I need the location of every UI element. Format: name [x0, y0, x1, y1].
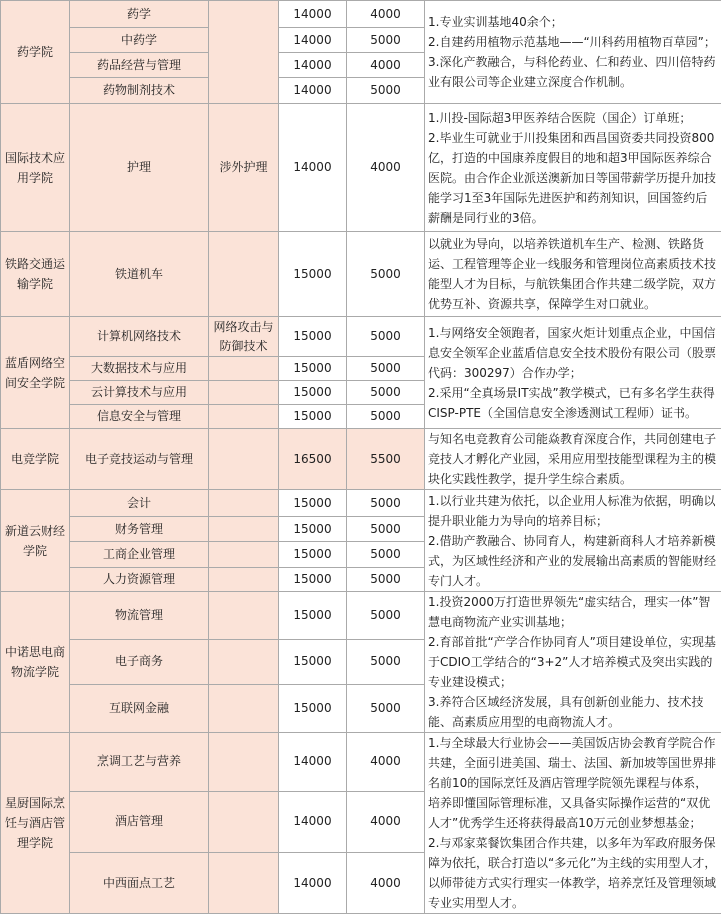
- tuition-cell: 15000: [279, 357, 347, 381]
- major-cell: 财务管理: [70, 517, 209, 542]
- college-cell: 铁路交通运输学院: [1, 232, 70, 317]
- tuition-cell: 15000: [279, 592, 347, 640]
- lodging-cell: 5000: [347, 232, 425, 317]
- major-cell: 中药学: [70, 28, 209, 53]
- tuition-cell: 14000: [279, 28, 347, 53]
- lodging-cell: 5000: [347, 568, 425, 592]
- lodging-cell: 5000: [347, 685, 425, 733]
- tuition-cell: 15000: [279, 542, 347, 568]
- tuition-cell: 15000: [279, 381, 347, 405]
- table-row: [1, 490, 721, 517]
- table-row: [1, 317, 721, 357]
- major-cell: 工商企业管理: [70, 542, 209, 568]
- direction-cell: [209, 357, 279, 381]
- description-cell: 1.与全球最大行业协会——美国饭店协会教育学院合作共建，全面引进美国、瑞士、法国、新加坡等国世界排名前10的国际烹饪及酒店管理学院领先课程与体系，培养即懂国际管理标准，又具备实际操作运营的“双优人才”优秀学生还将获得最高10万元创业梦想基金； 2.与邓家菜餐饮集团合作共建，以多年为军政府服务保障为依托，联合打造以“多元化”为主线的实用型人才，以师带徒方式实行理实一体教学，培养烹饪及管理领域专业实用型人才。: [425, 733, 721, 914]
- major-cell: 互联网金融: [70, 685, 209, 733]
- major-cell: 药物制剂技术: [70, 78, 209, 104]
- lodging-cell: 5000: [347, 490, 425, 517]
- table-row: [1, 592, 721, 640]
- college-cell: 中诺思电商物流学院: [1, 592, 70, 733]
- lodging-cell: 5000: [347, 317, 425, 357]
- tuition-cell: 14000: [279, 733, 347, 792]
- table-row: [1, 1, 721, 28]
- tuition-cell: 14000: [279, 853, 347, 914]
- major-cell: 云计算技术与应用: [70, 381, 209, 405]
- major-cell: 电子商务: [70, 639, 209, 685]
- table-row: [1, 104, 721, 232]
- lodging-cell: 5000: [347, 517, 425, 542]
- college-cell: 星厨国际烹饪与酒店管理学院: [1, 733, 70, 914]
- direction-cell: 涉外护理: [209, 104, 279, 232]
- description-cell: 1.川投-国际超3甲医养结合医院（国企）订单班； 2.毕业生可就业于川投集团和西昌国资委共同投资800亿，打造的中国康养度假目的地和超3甲国际医养综合医院。由合作企业派送澳新加日等国带薪学历提升加技能学习1至3年国际先进医护和药剂知识，回国签约后薪酬是同行业的3倍。: [425, 104, 721, 232]
- college-cell: 蓝盾网络空间安全学院: [1, 317, 70, 429]
- college-cell: 电竞学院: [1, 429, 70, 490]
- major-cell: 物流管理: [70, 592, 209, 640]
- direction-cell: [209, 429, 279, 490]
- major-cell: 大数据技术与应用: [70, 357, 209, 381]
- major-cell: 信息安全与管理: [70, 405, 209, 429]
- tuition-cell: 14000: [279, 1, 347, 28]
- major-cell: 电子竞技运动与管理: [70, 429, 209, 490]
- major-cell: 酒店管理: [70, 791, 209, 853]
- direction-cell: [209, 542, 279, 568]
- direction-cell: [209, 568, 279, 592]
- direction-cell: [209, 592, 279, 640]
- description-cell: 以就业为导向，以培养铁道机车生产、检测、铁路货运、工程管理等企业一线服务和管理岗位高素质技术技能型人才为目标，与航铁集团合作共建二级学院，双方优势互补、资源共享，保障学生对口就业。: [425, 232, 721, 317]
- major-cell: 计算机网络技术: [70, 317, 209, 357]
- table-row: [1, 232, 721, 317]
- tuition-cell: 15000: [279, 490, 347, 517]
- table-row: [1, 429, 721, 490]
- lodging-cell: 5000: [347, 78, 425, 104]
- direction-cell: [209, 405, 279, 429]
- tuition-cell: 15000: [279, 317, 347, 357]
- direction-cell: [209, 853, 279, 914]
- direction-cell: [209, 733, 279, 792]
- lodging-cell: 5500: [347, 429, 425, 490]
- description-cell: 1.专业实训基地40余个； 2.自建药用植物示范基地——“川科药用植物百草园”； 3.深化产教融合，与科伦药业、仁和药业、四川倍特药业有限公司等企业建立深度合作机制。: [425, 1, 721, 104]
- lodging-cell: 5000: [347, 542, 425, 568]
- lodging-cell: 5000: [347, 639, 425, 685]
- major-cell: 药品经营与管理: [70, 53, 209, 78]
- tuition-cell: 14000: [279, 791, 347, 853]
- tuition-cell: 15000: [279, 517, 347, 542]
- direction-cell: [209, 791, 279, 853]
- major-cell: 中西面点工艺: [70, 853, 209, 914]
- direction-cell: [209, 639, 279, 685]
- lodging-cell: 5000: [347, 381, 425, 405]
- direction-cell: [209, 1, 279, 104]
- lodging-cell: 4000: [347, 791, 425, 853]
- tuition-cell: 15000: [279, 568, 347, 592]
- lodging-cell: 4000: [347, 1, 425, 28]
- direction-cell: [209, 685, 279, 733]
- lodging-cell: 5000: [347, 592, 425, 640]
- major-cell: 药学: [70, 1, 209, 28]
- lodging-cell: 5000: [347, 405, 425, 429]
- description-cell: 1.以行业共建为依托，以企业用人标准为依据，明确以提升职业能力为导向的培养目标； 2.借助产教融合、协同育人，构建新商科人才培养新模式，为区域性经济和产业的发展输出高素质的智能财经专门人才。: [425, 490, 721, 592]
- major-cell: 护理: [70, 104, 209, 232]
- major-cell: 人力资源管理: [70, 568, 209, 592]
- tuition-cell: 15000: [279, 405, 347, 429]
- direction-cell: [209, 232, 279, 317]
- college-cell: 药学院: [1, 1, 70, 104]
- description-cell: 1.投资2000万打造世界领先“虚实结合，理实一体”智慧电商物流产业实训基地； 2.育部首批“产学合作协同育人”项目建设单位，实现基于CDIO工学结合的“3+2”人才培养模式及突出实践的专业建设模式； 3.养符合区域经济发展，具有创新创业能力、技术技能、高素质应用型的电商物流人才。: [425, 592, 721, 733]
- tuition-cell: 16500: [279, 429, 347, 490]
- direction-cell: [209, 381, 279, 405]
- direction-cell: 网络攻击与防御技术: [209, 317, 279, 357]
- lodging-cell: 5000: [347, 357, 425, 381]
- lodging-cell: 4000: [347, 853, 425, 914]
- tuition-cell: 15000: [279, 639, 347, 685]
- major-cell: 会计: [70, 490, 209, 517]
- tuition-cell: 14000: [279, 104, 347, 232]
- major-cell: 铁道机车: [70, 232, 209, 317]
- college-cell: 新道云财经学院: [1, 490, 70, 592]
- college-cell: 国际技术应用学院: [1, 104, 70, 232]
- tuition-cell: 15000: [279, 685, 347, 733]
- description-cell: 与知名电竞教育公司能焱教育深度合作，共同创建电子竞技人才孵化产业园，采用应用型技能型课程为主的模块化实践性教学，提升学生综合素质。: [425, 429, 721, 490]
- lodging-cell: 4000: [347, 53, 425, 78]
- lodging-cell: 4000: [347, 104, 425, 232]
- tuition-cell: 14000: [279, 78, 347, 104]
- direction-cell: [209, 517, 279, 542]
- description-cell: 1.与网络安全领跑者，国家火炬计划重点企业，中国信息安全领军企业蓝盾信息安全技术股份有限公司（股票代码：300297）合作办学； 2.采用“全真场景IT实战”教学模式，已有多名学生获得CISP-PTE（全国信息安全渗透测试工程师）证书。: [425, 317, 721, 429]
- direction-cell: [209, 490, 279, 517]
- tuition-cell: 15000: [279, 232, 347, 317]
- major-cell: 烹调工艺与营养: [70, 733, 209, 792]
- table-row: [1, 733, 721, 792]
- lodging-cell: 4000: [347, 733, 425, 792]
- tuition-cell: 14000: [279, 53, 347, 78]
- lodging-cell: 5000: [347, 28, 425, 53]
